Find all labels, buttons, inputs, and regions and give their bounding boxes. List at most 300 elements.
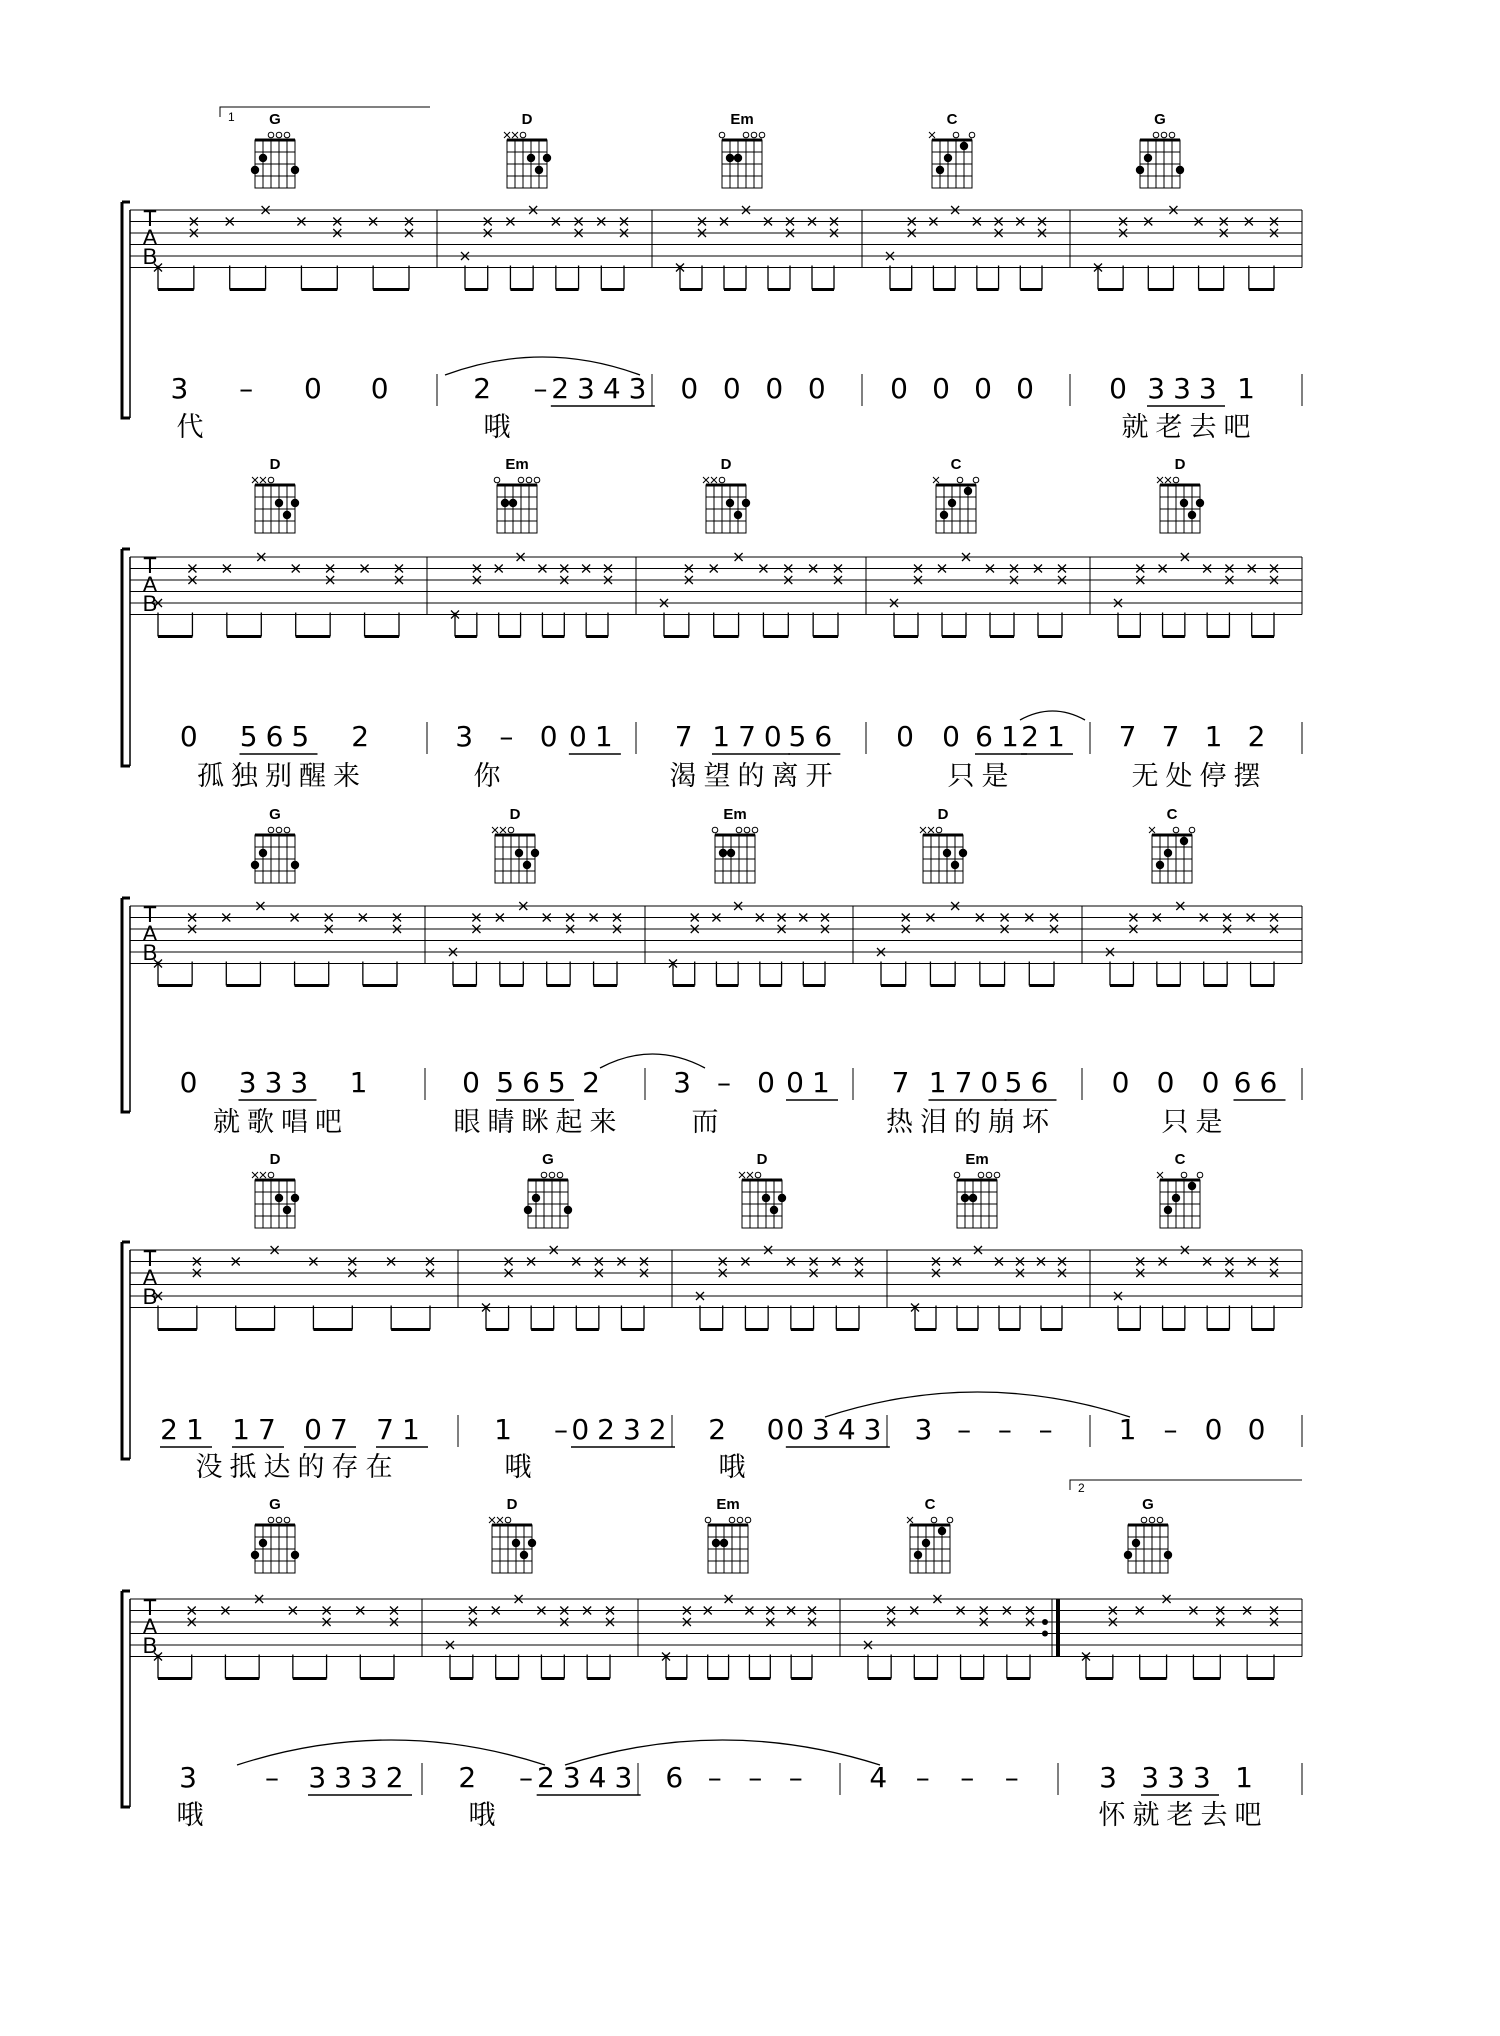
system-bracket: [122, 1242, 130, 1459]
jianpu-note-group: 0: [179, 720, 206, 753]
muted-string-mark: [739, 1172, 745, 1178]
chord-finger-dot: [291, 861, 299, 869]
chord-finger-dot: [291, 499, 299, 507]
chord-finger-dot: [283, 511, 291, 519]
chord-name: C: [946, 111, 958, 128]
muted-string-mark: [252, 477, 258, 483]
muted-string-mark: [1165, 477, 1171, 483]
chord-finger-dot: [940, 511, 948, 519]
chord-diagram: [933, 477, 979, 533]
chord-finger-dot: [1196, 499, 1204, 507]
open-string-mark: [276, 132, 282, 138]
jianpu-note-group: 2343: [537, 1761, 641, 1794]
jianpu-note-group: 2: [458, 1761, 485, 1794]
system-bracket: [122, 898, 130, 1112]
chord-name: G: [269, 111, 281, 128]
open-string-mark: [712, 827, 718, 833]
jianpu-note-group: –: [499, 720, 522, 753]
chord-name: Em: [723, 806, 747, 823]
muted-string-mark: [929, 132, 935, 138]
chord-name: Em: [730, 111, 754, 128]
chord-finger-dot: [712, 1539, 720, 1547]
chord-finger-dot: [951, 861, 959, 869]
lyric-char: 老: [1166, 1800, 1194, 1831]
open-string-mark: [936, 827, 942, 833]
lyric-char: 吧: [1223, 412, 1251, 443]
chord-name: G: [1154, 111, 1166, 128]
open-string-mark: [541, 1172, 547, 1178]
jianpu-note-group: 3: [179, 1761, 205, 1794]
jianpu-note-group: 7: [1161, 720, 1188, 753]
jianpu-note-group: 07: [304, 1413, 356, 1446]
chord-name: G: [269, 806, 281, 823]
jianpu-note-group: 0: [1201, 1066, 1228, 1099]
open-string-mark: [957, 477, 963, 483]
jianpu-note-group: 333: [1147, 372, 1225, 405]
tab-clef-letter: A: [142, 225, 158, 250]
chord-diagram: [1149, 827, 1195, 883]
lyric-char: 就: [1132, 1800, 1160, 1831]
jianpu-note-group: 2: [351, 720, 378, 753]
chord-diagram: [920, 827, 967, 883]
open-string-mark: [729, 1517, 735, 1523]
jianpu-note-group: 565: [496, 1066, 574, 1099]
open-string-mark: [743, 132, 749, 138]
chord-diagram: [703, 477, 750, 533]
open-string-mark: [986, 1172, 992, 1178]
jianpu-note-group: –: [717, 1066, 739, 1099]
jianpu-note-group: 3: [1099, 1761, 1125, 1794]
jianpu-note-group: 0232: [571, 1413, 675, 1446]
lyric-char: 摆: [1233, 761, 1261, 792]
open-string-mark: [751, 132, 757, 138]
jianpu-note-group: 1: [494, 1413, 520, 1446]
chord-diagram: [504, 132, 551, 188]
jianpu-note-group: 21: [1021, 720, 1073, 753]
chord-name: D: [269, 1151, 281, 1168]
jianpu-note-group: 1: [1237, 372, 1263, 405]
chord-diagram: [1157, 477, 1204, 533]
open-string-mark: [526, 477, 532, 483]
open-string-mark: [534, 477, 540, 483]
tab-clef-letter: T: [143, 902, 157, 927]
jianpu-note-group: 0: [462, 1066, 488, 1099]
open-string-mark: [1149, 1517, 1155, 1523]
jianpu-note-group: 3332: [308, 1761, 412, 1794]
tab-clef-letter: B: [142, 1284, 158, 1309]
open-string-mark: [505, 1517, 511, 1523]
lyric-char: 渴: [669, 761, 697, 792]
tab-clef-letter: A: [142, 572, 158, 597]
open-string-mark: [759, 132, 765, 138]
chord-finger-dot: [1188, 511, 1196, 519]
jianpu-note-group: 56: [788, 720, 841, 753]
open-string-mark: [1197, 1172, 1203, 1178]
jianpu-note-group: 21: [160, 1413, 212, 1446]
lyric-char: 来: [589, 1107, 617, 1138]
chord-finger-dot: [251, 166, 259, 174]
jianpu-note-group: 565: [239, 720, 318, 753]
open-string-mark: [737, 1517, 743, 1523]
lyric-char: 的: [297, 1452, 325, 1483]
chord-name: D: [509, 806, 521, 823]
chord-finger-dot: [527, 154, 535, 162]
tab-clef-letter: A: [142, 1265, 158, 1290]
lyric-char: 去: [1200, 1800, 1228, 1831]
muted-string-mark: [489, 1517, 495, 1523]
chord-finger-dot: [1172, 1194, 1180, 1202]
chord-finger-dot: [960, 142, 968, 150]
jianpu-note-group: 71: [376, 1413, 428, 1446]
muted-string-mark: [703, 477, 709, 483]
jianpu-note-group: –: [957, 1413, 980, 1446]
tab-clef-letter: B: [142, 940, 158, 965]
chord-finger-dot: [762, 1194, 770, 1202]
system-bracket: [122, 1591, 130, 1807]
open-string-mark: [549, 1172, 555, 1178]
jianpu-note-group: –: [960, 1761, 983, 1794]
chord-finger-dot: [726, 499, 734, 507]
open-string-mark: [953, 132, 959, 138]
tab-clef-letter: B: [142, 591, 158, 616]
chord-finger-dot: [938, 1527, 946, 1535]
jianpu-note-group: 56: [1004, 1066, 1057, 1099]
chord-finger-dot: [1156, 861, 1164, 869]
chord-diagram: [251, 132, 299, 188]
tab-clef-letter: B: [142, 244, 158, 269]
lyric-char: 歌: [247, 1107, 274, 1138]
lyric-char: 的: [737, 761, 765, 792]
jianpu-note-group: 6: [665, 1761, 692, 1794]
jianpu-note-group: 0: [757, 1066, 783, 1099]
chord-diagram: [712, 827, 758, 883]
jianpu-note-group: 2: [1247, 720, 1274, 753]
chord-finger-dot: [959, 849, 967, 857]
jianpu-note-group: –: [265, 1761, 287, 1794]
chord-name: G: [1142, 1496, 1154, 1513]
jianpu-note-group: 66: [1233, 1066, 1286, 1099]
muted-string-mark: [492, 827, 498, 833]
chord-finger-dot: [543, 154, 551, 162]
chord-finger-dot: [531, 849, 539, 857]
jianpu-note-group: 0: [179, 1066, 206, 1099]
lyric-char: 老: [1155, 412, 1183, 443]
jianpu-note-group: 1: [1118, 1413, 1145, 1446]
jianpu-note-group: 0: [766, 1413, 793, 1446]
jianpu-note-group: 0: [303, 372, 330, 405]
open-string-mark: [268, 1172, 274, 1178]
jianpu-note-group: –: [1004, 1761, 1027, 1794]
jianpu-note-group: 1: [349, 1066, 376, 1099]
volta-bracket-1: [220, 107, 430, 117]
chord-finger-dot: [520, 1551, 528, 1559]
chord-finger-dot: [1132, 1539, 1140, 1547]
open-string-mark: [518, 477, 524, 483]
tab-clef-letter: A: [142, 921, 158, 946]
jianpu-note-group: 1: [1235, 1761, 1261, 1794]
chord-diagram: [954, 1172, 1000, 1228]
jianpu-note-group: –: [748, 1761, 771, 1794]
open-string-mark: [268, 827, 274, 833]
chord-finger-dot: [535, 166, 543, 174]
chord-finger-dot: [291, 166, 299, 174]
jianpu-note-group: 1: [1204, 720, 1231, 753]
tab-clef-letter: T: [143, 553, 157, 578]
muted-string-mark: [907, 1517, 913, 1523]
jianpu-note-group: 0: [1016, 372, 1042, 405]
lyric-char: 吧: [315, 1107, 342, 1138]
open-string-mark: [1173, 477, 1179, 483]
lyric-char: 坏: [1022, 1107, 1049, 1138]
chord-finger-dot: [961, 1194, 969, 1202]
chord-finger-dot: [936, 166, 944, 174]
jianpu-note-group: 3: [455, 720, 482, 753]
chord-finger-dot: [948, 499, 956, 507]
open-string-mark: [284, 132, 290, 138]
lyric-char: 抵: [229, 1452, 257, 1483]
lyric-char: 只: [1161, 1107, 1189, 1138]
open-string-mark: [268, 477, 274, 483]
chord-finger-dot: [523, 861, 531, 869]
chord-finger-dot: [720, 1539, 728, 1547]
open-string-mark: [973, 477, 979, 483]
muted-string-mark: [1157, 477, 1163, 483]
muted-string-mark: [497, 1517, 503, 1523]
jianpu-note-group: 0: [722, 372, 749, 405]
chord-finger-dot: [1180, 837, 1188, 845]
jianpu-note-group: 170: [712, 720, 790, 753]
jianpu-note-group: –: [915, 1761, 938, 1794]
jianpu-note-group: –: [239, 372, 262, 405]
lyric-char: 是: [981, 761, 1009, 792]
chord-finger-dot: [291, 1194, 299, 1202]
open-string-mark: [978, 1172, 984, 1178]
chord-finger-dot: [1144, 154, 1152, 162]
jianpu-note-group: 170: [928, 1066, 1007, 1099]
muted-string-mark: [928, 827, 934, 833]
tab-clef-letter: T: [143, 1595, 157, 1620]
lyric-char: 就: [213, 1107, 240, 1138]
jianpu-note-group: –: [519, 1761, 541, 1794]
chord-diagram: [494, 477, 540, 533]
jianpu-note-group: 01: [569, 720, 621, 753]
jianpu-note-group: 7: [674, 720, 701, 753]
jianpu-note-group: 0: [890, 372, 916, 405]
lyric-char: 在: [365, 1452, 393, 1483]
jianpu-note-group: 0: [1111, 1066, 1138, 1099]
chord-finger-dot: [501, 499, 509, 507]
lyric-char: 停: [1199, 761, 1227, 792]
muted-string-mark: [711, 477, 717, 483]
tab-clef-letter: T: [143, 1246, 157, 1271]
lyric-char: 孤: [197, 761, 224, 792]
muted-string-mark: [1149, 827, 1155, 833]
chord-name: Em: [505, 456, 529, 473]
muted-string-mark: [920, 827, 926, 833]
lyric-char: 达: [263, 1452, 291, 1483]
lyric-char: 哦: [718, 1452, 746, 1483]
lyric-char: 开: [805, 761, 833, 792]
jianpu-note-group: 0: [1156, 1066, 1183, 1099]
volta-bracket-2: [1070, 1480, 1302, 1490]
jianpu-note-group: –: [1163, 1413, 1186, 1446]
open-string-mark: [284, 827, 290, 833]
chord-finger-dot: [734, 154, 742, 162]
open-string-mark: [745, 1517, 751, 1523]
chord-finger-dot: [251, 1551, 259, 1559]
chord-finger-dot: [726, 154, 734, 162]
chord-finger-dot: [964, 487, 972, 495]
open-string-mark: [1161, 132, 1167, 138]
jianpu-note-group: –: [554, 1413, 576, 1446]
open-string-mark: [1157, 1517, 1163, 1523]
chord-diagram: [739, 1172, 786, 1228]
repeat-dot: [1042, 1631, 1048, 1637]
chord-name: Em: [716, 1496, 740, 1513]
chord-finger-dot: [770, 1206, 778, 1214]
jianpu-note-group: 2: [473, 372, 500, 405]
jianpu-note-group: 0: [1247, 1413, 1274, 1446]
open-string-mark: [284, 1517, 290, 1523]
jianpu-note-group: 0: [1204, 1413, 1231, 1446]
chord-diagram: [907, 1517, 953, 1573]
open-string-mark: [994, 1172, 1000, 1178]
volta-label: 1: [228, 110, 235, 124]
lyric-char: 无: [1131, 761, 1159, 792]
open-string-mark: [736, 827, 742, 833]
lyric-char: 而: [691, 1107, 719, 1138]
chord-name: C: [950, 456, 962, 473]
jianpu-note-group: 0343: [786, 1413, 890, 1446]
lyric-char: 代: [176, 412, 204, 443]
jianpu-note-group: 17: [232, 1413, 284, 1446]
jianpu-note-group: –: [1038, 1413, 1061, 1446]
chord-finger-dot: [509, 499, 517, 507]
chord-finger-dot: [259, 849, 267, 857]
muted-string-mark: [933, 477, 939, 483]
chord-finger-dot: [564, 1206, 572, 1214]
chord-name: D: [937, 806, 949, 823]
chord-name: D: [720, 456, 732, 473]
jianpu-note-group: –: [533, 372, 556, 405]
open-string-mark: [1189, 827, 1195, 833]
jianpu-note-group: –: [997, 1413, 1020, 1446]
chord-finger-dot: [1180, 499, 1188, 507]
lyric-char: 眼: [453, 1107, 481, 1138]
tab-clef-letter: B: [142, 1633, 158, 1658]
lyric-char: 哦: [176, 1800, 204, 1831]
chord-diagram: [524, 1172, 572, 1228]
chord-name: C: [1166, 806, 1178, 823]
lyric-char: 热: [886, 1107, 913, 1138]
chord-name: D: [1174, 456, 1186, 473]
jianpu-note-group: 61: [975, 720, 1027, 753]
chord-name: C: [924, 1496, 936, 1513]
lyric-char: 唱: [281, 1107, 308, 1138]
jianpu-note-group: 0: [807, 372, 834, 405]
muted-string-mark: [252, 1172, 258, 1178]
chord-diagram: [251, 1517, 299, 1573]
chord-diagram: [1157, 1172, 1203, 1228]
lyric-char: 泪: [920, 1107, 947, 1138]
open-string-mark: [931, 1517, 937, 1523]
open-string-mark: [744, 827, 750, 833]
chord-finger-dot: [532, 1194, 540, 1202]
open-string-mark: [276, 827, 282, 833]
chord-diagram: [1124, 1517, 1172, 1573]
chord-finger-dot: [969, 1194, 977, 1202]
chord-name: Em: [965, 1151, 989, 1168]
chord-finger-dot: [727, 849, 735, 857]
jianpu-note-group: 3: [673, 1066, 699, 1099]
open-string-mark: [508, 827, 514, 833]
jianpu-note-group: 0: [539, 720, 566, 753]
chord-finger-dot: [1164, 849, 1172, 857]
lyric-char: 别: [265, 761, 292, 792]
jianpu-note-group: 3: [914, 1413, 941, 1446]
jianpu-note-group: 0: [1109, 372, 1135, 405]
chord-diagram: [929, 132, 975, 188]
lyric-char: 来: [333, 761, 360, 792]
jianpu-note-group: 2: [708, 1413, 735, 1446]
open-string-mark: [268, 1517, 274, 1523]
jianpu-note-group: 0: [370, 372, 397, 405]
lyric-char: 吧: [1234, 1800, 1262, 1831]
chord-finger-dot: [251, 861, 259, 869]
muted-string-mark: [512, 132, 518, 138]
open-string-mark: [954, 1172, 960, 1178]
jianpu-note-group: 0: [765, 372, 792, 405]
muted-string-mark: [260, 1172, 266, 1178]
chord-finger-dot: [742, 499, 750, 507]
open-string-mark: [969, 132, 975, 138]
chord-finger-dot: [719, 849, 727, 857]
open-string-mark: [705, 1517, 711, 1523]
lyric-char: 存: [331, 1452, 359, 1483]
chord-finger-dot: [734, 511, 742, 519]
chord-diagram: [252, 477, 299, 533]
open-string-mark: [755, 1172, 761, 1178]
lyric-char: 哦: [483, 412, 511, 443]
chord-finger-dot: [528, 1539, 536, 1547]
open-string-mark: [1141, 1517, 1147, 1523]
jianpu-note-group: 0: [942, 720, 968, 753]
chord-finger-dot: [778, 1194, 786, 1202]
jianpu-note-group: –: [788, 1761, 811, 1794]
open-string-mark: [520, 132, 526, 138]
muted-string-mark: [747, 1172, 753, 1178]
muted-string-mark: [500, 827, 506, 833]
chord-finger-dot: [914, 1551, 922, 1559]
chord-finger-dot: [1164, 1551, 1172, 1559]
lyric-char: 没: [195, 1452, 223, 1483]
lyric-char: 离: [771, 761, 799, 792]
open-string-mark: [719, 477, 725, 483]
jianpu-note-group: 4: [869, 1761, 896, 1794]
slur: [1020, 711, 1085, 720]
chord-finger-dot: [1188, 1182, 1196, 1190]
chord-finger-dot: [259, 1539, 267, 1547]
chord-name: D: [506, 1496, 518, 1513]
jianpu-note-group: –: [707, 1761, 730, 1794]
lyric-char: 望: [703, 761, 731, 792]
chord-diagram: [492, 827, 539, 883]
lyric-char: 睛: [487, 1107, 515, 1138]
chord-finger-dot: [1124, 1551, 1132, 1559]
chord-finger-dot: [515, 849, 523, 857]
tab-clef-letter: A: [142, 1614, 158, 1639]
open-string-mark: [268, 132, 274, 138]
